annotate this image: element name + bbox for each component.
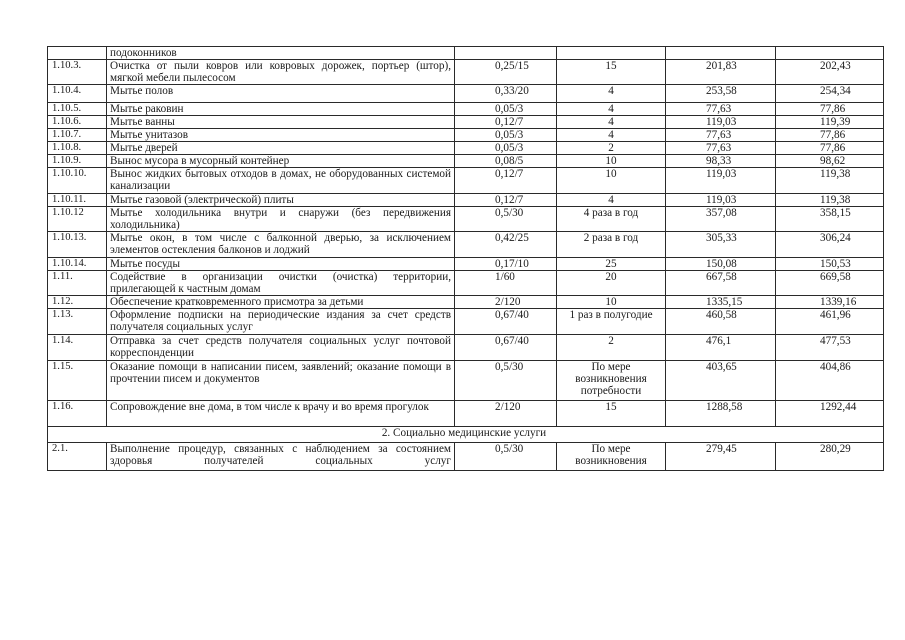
service-description: Вынос мусора в мусорный контейнер (107, 155, 455, 168)
time-norm: 1/60 (455, 271, 557, 296)
service-description: Мытье дверей (107, 142, 455, 155)
service-count: 10 (557, 168, 666, 194)
tariff-value-indexed: 404,86 (776, 361, 884, 401)
time-norm: 0,67/40 (455, 309, 557, 335)
tariff-value: 77,63 (666, 129, 776, 142)
time-norm: 0,33/20 (455, 85, 557, 103)
service-count: 15 (557, 60, 666, 85)
tariff-value: 150,08 (666, 258, 776, 271)
service-count: 2 раза в год (557, 232, 666, 258)
service-count: 4 (557, 85, 666, 103)
tariff-value: 201,83 (666, 60, 776, 85)
table-row (48, 155, 884, 168)
time-norm: 0,08/5 (455, 155, 557, 168)
table-row (48, 142, 884, 155)
tariff-value: 476,1 (666, 335, 776, 361)
time-norm: 0,05/3 (455, 103, 557, 116)
tariff-value: 77,63 (666, 142, 776, 155)
service-count: По мере возникновения (557, 443, 666, 471)
section-header-row (48, 427, 884, 443)
service-description: Мытье газовой (электрической) плиты (107, 194, 455, 207)
service-description: Содействие в организации очистки (очистка) территории, прилегающей к частным домам (107, 271, 455, 296)
row-number: 1.11. (48, 271, 107, 296)
row-number: 1.10.8. (48, 142, 107, 155)
tariff-table (47, 46, 884, 471)
section-title: 2. Социально медицинские услуги (48, 427, 884, 443)
tariff-value-indexed: 669,58 (776, 271, 884, 296)
service-count: 1 раз в полугодие (557, 309, 666, 335)
tariff-value-indexed: 119,39 (776, 116, 884, 129)
tariff-value-indexed: 306,24 (776, 232, 884, 258)
table-row (48, 168, 884, 194)
tariff-value: 667,58 (666, 271, 776, 296)
tariff-value-indexed: 358,15 (776, 207, 884, 232)
service-description: Мытье ванны (107, 116, 455, 129)
tariff-value-indexed: 77,86 (776, 129, 884, 142)
table-row (48, 103, 884, 116)
time-norm: 0,12/7 (455, 194, 557, 207)
table-row (48, 129, 884, 142)
service-description: Оказание помощи в написании писем, заявлений; оказание помощи в прочтении писем и документов (107, 361, 455, 401)
table-row (48, 309, 884, 335)
row-number: 1.10.3. (48, 60, 107, 85)
row-number: 1.10.10. (48, 168, 107, 194)
table-row (48, 194, 884, 207)
service-description: Мытье полов (107, 85, 455, 103)
tariff-table-body (48, 47, 884, 471)
service-description: Мытье окон, в том числе с балконной дверью, за исключением элементов остекления балконов и лоджий (107, 232, 455, 258)
tariff-value-indexed: 202,43 (776, 60, 884, 85)
tariff-value: 1288,58 (666, 401, 776, 427)
tariff-value: 1335,15 (666, 296, 776, 309)
service-count (557, 47, 666, 60)
tariff-value: 77,63 (666, 103, 776, 116)
service-count: 4 (557, 194, 666, 207)
time-norm: 2/120 (455, 401, 557, 427)
service-description: Очистка от пыли ковров или ковровых дорожек, портьер (штор), мягкой мебели пылесосом (107, 60, 455, 85)
time-norm: 0,5/30 (455, 361, 557, 401)
service-description: Обеспечение кратковременного присмотра за детьми (107, 296, 455, 309)
tariff-value: 460,58 (666, 309, 776, 335)
row-number: 1.10.13. (48, 232, 107, 258)
row-number: 1.16. (48, 401, 107, 427)
tariff-value: 305,33 (666, 232, 776, 258)
table-row (48, 335, 884, 361)
tariff-value: 403,65 (666, 361, 776, 401)
row-number: 1.10.7. (48, 129, 107, 142)
service-description: Мытье холодильника внутри и снаружи (без передвижения холодильника) (107, 207, 455, 232)
service-count: 20 (557, 271, 666, 296)
tariff-value: 279,45 (666, 443, 776, 471)
time-norm: 0,5/30 (455, 443, 557, 471)
row-number: 1.10.6. (48, 116, 107, 129)
time-norm: 2/120 (455, 296, 557, 309)
time-norm (455, 47, 557, 60)
tariff-value-indexed: 280,29 (776, 443, 884, 471)
tariff-value-indexed: 77,86 (776, 103, 884, 116)
time-norm: 0,42/25 (455, 232, 557, 258)
time-norm: 0,05/3 (455, 129, 557, 142)
table-row (48, 361, 884, 401)
row-number: 1.12. (48, 296, 107, 309)
service-count: 15 (557, 401, 666, 427)
time-norm: 0,5/30 (455, 207, 557, 232)
table-row (48, 116, 884, 129)
tariff-value-indexed: 477,53 (776, 335, 884, 361)
row-number: 1.13. (48, 309, 107, 335)
time-norm: 0,12/7 (455, 116, 557, 129)
tariff-value: 253,58 (666, 85, 776, 103)
row-number: 1.10.9. (48, 155, 107, 168)
time-norm: 0,67/40 (455, 335, 557, 361)
tariff-value-indexed: 150,53 (776, 258, 884, 271)
tariff-value-indexed: 461,96 (776, 309, 884, 335)
tariff-value: 357,08 (666, 207, 776, 232)
tariff-value-indexed: 98,62 (776, 155, 884, 168)
row-number (48, 47, 107, 60)
time-norm: 0,25/15 (455, 60, 557, 85)
tariff-value-indexed: 119,38 (776, 168, 884, 194)
service-description: Вынос жидких бытовых отходов в домах, не оборудованных системой канализации (107, 168, 455, 194)
tariff-value-indexed: 77,86 (776, 142, 884, 155)
service-count: 10 (557, 296, 666, 309)
tariff-value-indexed: 1292,44 (776, 401, 884, 427)
row-number: 1.10.5. (48, 103, 107, 116)
row-number: 2.1. (48, 443, 107, 471)
time-norm: 0,17/10 (455, 258, 557, 271)
time-norm: 0,12/7 (455, 168, 557, 194)
row-number: 1.10.12 (48, 207, 107, 232)
service-description: Мытье унитазов (107, 129, 455, 142)
service-count: 10 (557, 155, 666, 168)
service-count: 25 (557, 258, 666, 271)
row-number: 1.10.11. (48, 194, 107, 207)
table-row (48, 232, 884, 258)
tariff-value-indexed (776, 47, 884, 60)
service-description: Мытье посуды (107, 258, 455, 271)
service-description: Оформление подписки на периодические издания за счет средств получателя социальных услуг (107, 309, 455, 335)
service-count: 4 (557, 116, 666, 129)
table-row (48, 443, 884, 471)
row-number: 1.14. (48, 335, 107, 361)
tariff-value: 119,03 (666, 194, 776, 207)
table-row (48, 401, 884, 427)
table-row (48, 47, 884, 60)
tariff-value-indexed: 254,34 (776, 85, 884, 103)
service-count: По мере возникновения потребности (557, 361, 666, 401)
table-row (48, 207, 884, 232)
service-description: Отправка за счет средств получателя социальных услуг почтовой корреспонденции (107, 335, 455, 361)
table-row (48, 60, 884, 85)
row-number: 1.10.4. (48, 85, 107, 103)
service-count: 4 раза в год (557, 207, 666, 232)
service-description: Сопровождение вне дома, в том числе к врачу и во время прогулок (107, 401, 455, 427)
table-row (48, 85, 884, 103)
time-norm: 0,05/3 (455, 142, 557, 155)
tariff-table-page (47, 46, 884, 471)
service-count: 2 (557, 335, 666, 361)
table-row (48, 271, 884, 296)
service-description: подоконников (107, 47, 455, 60)
tariff-value: 119,03 (666, 168, 776, 194)
service-count: 2 (557, 142, 666, 155)
table-row (48, 296, 884, 309)
table-row (48, 258, 884, 271)
tariff-value: 119,03 (666, 116, 776, 129)
tariff-value-indexed: 1339,16 (776, 296, 884, 309)
service-count: 4 (557, 103, 666, 116)
tariff-value: 98,33 (666, 155, 776, 168)
tariff-value (666, 47, 776, 60)
row-number: 1.10.14. (48, 258, 107, 271)
service-count: 4 (557, 129, 666, 142)
row-number: 1.15. (48, 361, 107, 401)
service-description: Мытье раковин (107, 103, 455, 116)
service-description: Выполнение процедур, связанных с наблюдением за состоянием здоровья получателей социальных услуг (107, 443, 455, 471)
tariff-value-indexed: 119,38 (776, 194, 884, 207)
